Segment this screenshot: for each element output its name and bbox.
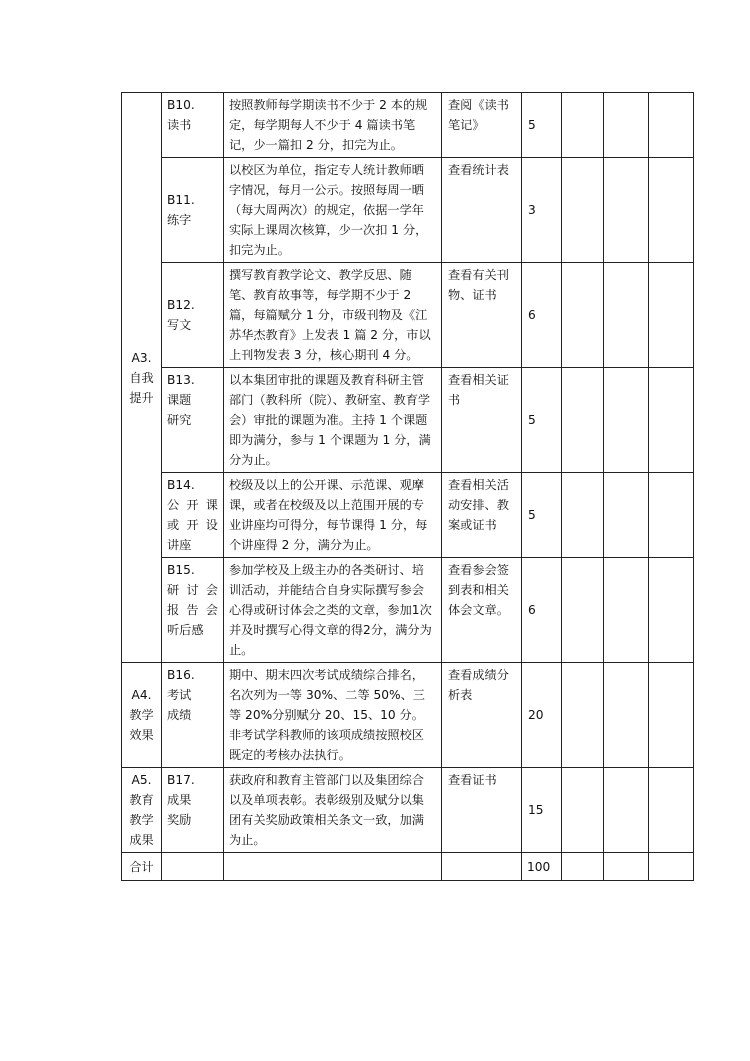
category-a5: A5. 教育 教学 成果 bbox=[122, 768, 162, 853]
method-b15: 查看参会签到表和相关体会文章。 bbox=[442, 558, 522, 663]
criteria-b14: 校级及以上的公开课、示范课、观摩课，或者在校级及以上范围开展的专业讲座均可得分，每节课得 1 分，每个讲座得 2 分，满分为止。 bbox=[224, 473, 442, 558]
score-b16: 20 bbox=[522, 663, 562, 768]
score-b10: 5 bbox=[522, 93, 562, 158]
method-b13: 查看相关证书 bbox=[442, 368, 522, 473]
total-label: 合计 bbox=[122, 853, 162, 881]
method-b11: 查看统计表 bbox=[442, 158, 522, 263]
criteria-b17: 获政府和教育主管部门以及集团综合以及单项表彰。表彰级别及赋分以集团有关奖励政策相关条文一致，加满为止。 bbox=[224, 768, 442, 853]
criteria-b10: 按照教师每学期读书不少于 2 本的规定，每学期每人不少于 4 篇读书笔记，少一篇扣 2 分，扣完为止。 bbox=[224, 93, 442, 158]
score-b17: 15 bbox=[522, 768, 562, 853]
table-row bbox=[122, 263, 694, 368]
table-row bbox=[122, 368, 694, 473]
item-b14: B14. 公开课 或开设 讲座 bbox=[162, 473, 224, 558]
score-b14: 5 bbox=[522, 473, 562, 558]
item-b13: B13. 课题 研究 bbox=[162, 368, 224, 473]
method-b16: 查看成绩分析表 bbox=[442, 663, 522, 768]
assessment-table bbox=[121, 92, 694, 881]
criteria-b15: 参加学校及上级主办的各类研讨、培训活动，并能结合自身实际撰写参会心得或研讨体会之类的文章，参加1次并及时撰写心得文章的得2分，满分为止。 bbox=[224, 558, 442, 663]
item-b12: B12. 写文 bbox=[162, 263, 224, 368]
method-b17: 查看证书 bbox=[442, 768, 522, 853]
item-b10: B10. 读书 bbox=[162, 93, 224, 158]
item-b17: B17. 成果 奖励 bbox=[162, 768, 224, 853]
score-b15: 6 bbox=[522, 558, 562, 663]
score-b11: 3 bbox=[522, 158, 562, 263]
table-row bbox=[122, 93, 694, 158]
criteria-b11: 以校区为单位，指定专人统计教师晒字情况，每月一公示。按照每周一晒（每大周两次）的规定，依据一学年实际上课周次核算，少一次扣 1 分，扣完为止。 bbox=[224, 158, 442, 263]
score-b13: 5 bbox=[522, 368, 562, 473]
total-score: 100 bbox=[522, 853, 562, 881]
criteria-b12: 撰写教育教学论文、教学反思、随笔、教育故事等，每学期不少于 2 篇，每篇赋分 1 分，市级刊物及《江苏华杰教育》上发表 1 篇 2 分，市以上刊物发表 3 分，核心期刊 4 分。 bbox=[224, 263, 442, 368]
method-b14: 查看相关活动安排、教案或证书 bbox=[442, 473, 522, 558]
score-b12: 6 bbox=[522, 263, 562, 368]
criteria-b16: 期中、期末四次考试成绩综合排名，名次列为一等 30%、二等 50%、三等 20%分别赋分 20、15、10 分。非考试学科教师的该项成绩按照校区既定的考核办法执行。 bbox=[224, 663, 442, 768]
table-row bbox=[122, 663, 694, 768]
table-row bbox=[122, 558, 694, 663]
table-row bbox=[122, 158, 694, 263]
method-b10: 查阅《读书笔记》 bbox=[442, 93, 522, 158]
item-b16: B16. 考试 成绩 bbox=[162, 663, 224, 768]
table-row bbox=[122, 473, 694, 558]
category-a4: A4. 教学 效果 bbox=[122, 663, 162, 768]
table-row bbox=[122, 768, 694, 853]
item-b15: B15. 研讨会 报告会 听后感 bbox=[162, 558, 224, 663]
method-b12: 查看有关刊物、证书 bbox=[442, 263, 522, 368]
criteria-b13: 以本集团审批的课题及教育科研主管部门（教科所（院）、教研室、教育学会）审批的课题为准。主持 1 个课题即为满分，参与 1 个课题为 1 分，满分为止。 bbox=[224, 368, 442, 473]
category-a3: A3. 自我 提升 bbox=[122, 93, 162, 663]
item-b11: B11. 练字 bbox=[162, 158, 224, 263]
total-row bbox=[122, 853, 694, 881]
